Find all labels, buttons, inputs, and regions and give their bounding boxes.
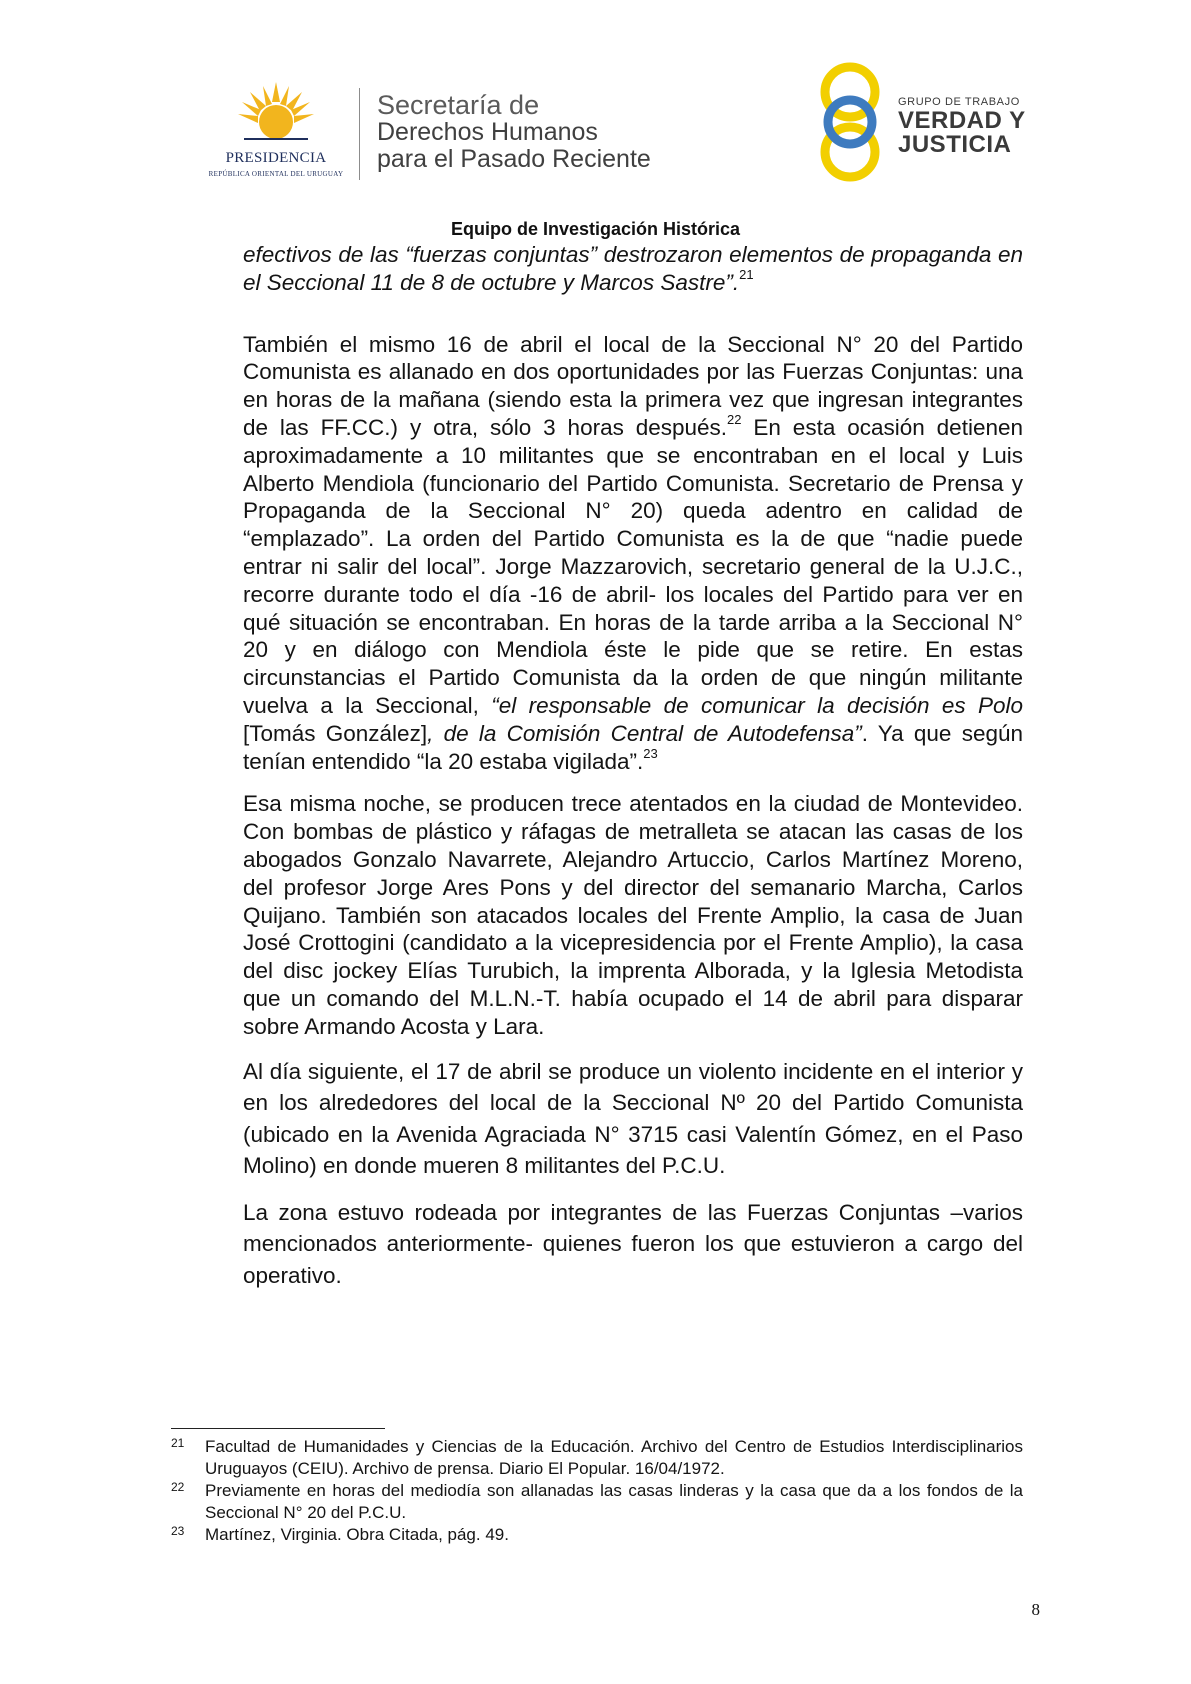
footnote — [171, 1436, 1023, 1480]
footnote — [171, 1524, 1023, 1546]
presidencia-logo — [196, 80, 356, 180]
page-header — [0, 0, 1191, 239]
paragraph-text: [Tomás González] — [243, 720, 428, 746]
footnote-separator — [171, 1428, 385, 1429]
footnote-number: 21 — [171, 1436, 185, 1450]
secretaria-logotype — [377, 92, 651, 173]
footnote-ref[interactable]: 21 — [739, 267, 754, 283]
grupo-trabajo-logotype — [898, 95, 1026, 157]
sun-icon — [236, 80, 316, 150]
paragraph-1 — [243, 331, 1023, 776]
page-number: 8 — [1031, 1600, 1040, 1619]
paragraph-text: . Ya que según tenían entendido “la 20 estaba vigilada”. — [243, 720, 1024, 774]
quote-text: , de la Comisión Central de Autodefensa” — [427, 720, 862, 746]
header-divider — [359, 88, 360, 180]
paragraph-text: También el mismo 16 de abril el local de la Seccional N° 20 del Partido Comunista es allanado en dos oportunidades por las Fuerzas Conjuntas: una en horas de la mañana (siendo esta la primera vez que ingresan integrantes de las FF.CC.) y otra, sólo 3 horas después. — [243, 331, 1023, 440]
document-body — [243, 241, 1023, 1291]
grupo-line-1: GRUPO DE TRABAJO — [898, 96, 1020, 108]
quote-text: “el responsable de comunicar la decisión es Polo — [491, 692, 1023, 718]
grupo-line-2: VERDAD Y — [898, 107, 1026, 134]
paragraph-2: Esa misma noche, se producen trece atentados en la ciudad de Montevideo. Con bombas de plástico y ráfagas de metralleta se atacan las casas de los abogados Gonzalo Navarrete, Alejandro Artuccio, Carlos Martínez Moreno, del profesor Jorge Ares Pons y del director del semanario Marcha, Carlos Quijano. También son atacados locales del Frente Amplio, la casa de Juan José Crottogini (candidato a la vicepresidencia por el Frente Amplio), la casa del disc jockey Elías Turubich, la imprenta Alborada, y la Iglesia Metodista que un comando del M.L.N.-T. había ocupado el 14 de abril para disparar sobre Armando Acosta y Lara. — [243, 791, 1023, 1039]
secretaria-line-1: Secretaría de — [377, 90, 540, 120]
paragraph-3: Al día siguiente, el 17 de abril se produce un violento incidente en el interior y en los alrededores del local de la Seccional Nº 20 del Partido Comunista (ubicado en la Avenida Agraciada N° 3715 casi Valentín Gómez, en el Paso Molino) en donde mueren 8 militantes del P.C.U. — [243, 1058, 1023, 1179]
presidencia-subtitle: REPÚBLICA ORIENTAL DEL URUGUAY — [208, 170, 344, 178]
footnote-number: 23 — [171, 1524, 185, 1538]
paragraph-text: En esta ocasión detienen aproximadamente a 10 militantes que se encontraban en el local y Luis Alberto Mendiola (funcionario del Partido Comunista. Secretario de Prensa y Propaganda de la Seccional N° 20) queda adentro en calidad de “emplazado”. La orden del Partido Comunista es la de que “nadie puede entrar ni salir del local”. Jorge Mazzarovich, secretario general de la U.J.C., recorre durante todo el día -16 de abril- los locales del Partido para ver en qué situación se encontraban. En horas de la tarde arriba a la Seccional N° 20 y en diálogo con Mendiola éste le pide que se retire. En estas circunstancias el Partido Comunista da la orden de que ningún militante vuelva a la Seccional, — [243, 414, 1023, 718]
secretaria-line-3: para el Pasado Reciente — [377, 145, 651, 173]
footnotes — [171, 1436, 1023, 1546]
secretaria-line-2: Derechos Humanos — [377, 118, 598, 146]
footnote-ref[interactable]: 23 — [643, 746, 658, 762]
footnote-text: Martínez, Virginia. Obra Citada, pág. 49. — [205, 1525, 509, 1544]
grupo-line-3: JUSTICIA — [898, 131, 1012, 158]
footnote-ref[interactable]: 22 — [727, 412, 742, 428]
team-title: Equipo de Investigación Histórica — [450, 219, 741, 239]
footnote-number: 22 — [171, 1480, 185, 1494]
paragraph-0 — [243, 241, 1023, 297]
footnote-text: Previamente en horas del mediodía son allanadas las casas linderas y la casa que da a los fondos de la Seccional N° 20 del P.C.U. — [205, 1481, 1023, 1522]
linked-rings-icon — [810, 62, 890, 184]
presidencia-name: PRESIDENCIA — [225, 150, 327, 166]
quote-text: efectivos de las “fuerzas conjuntas” destrozaron elementos de propaganda en el Seccional 11 de 8 de octubre y Marcos Sastre”. — [243, 242, 1023, 295]
footnote-text: Facultad de Humanidades y Ciencias de la Educación. Archivo del Centro de Estudios Interdisciplinarios Uruguayos (CEIU). Archivo de prensa. Diario El Popular. 16/04/1972. — [205, 1437, 1023, 1478]
footnote — [171, 1480, 1023, 1524]
paragraph-4: La zona estuvo rodeada por integrantes de las Fuerzas Conjuntas –varios mencionados anteriormente- quienes fueron los que estuvieron a cargo del operativo. — [243, 1199, 1023, 1288]
